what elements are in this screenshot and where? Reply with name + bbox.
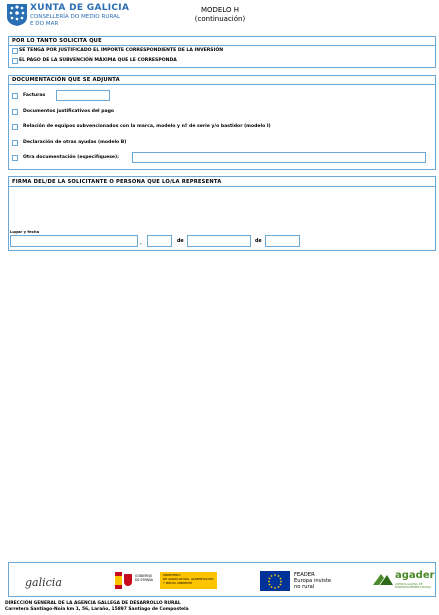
department-line-2: E DO MAR: [30, 21, 59, 27]
checkbox-facturas[interactable]: [12, 93, 18, 99]
ministerio-line-1: MINISTERIO: [163, 573, 181, 577]
de-label-2: de: [255, 239, 262, 244]
firma-title: FIRMA DEL/DE LA SOLICITANTE O PERSONA QUE LO/LA REPRESENTA: [12, 179, 222, 185]
otra-documentacion-field[interactable]: [132, 152, 426, 163]
documentos-pago-label: Documentos justificativos del pago: [23, 109, 115, 114]
agader-logo: [372, 568, 436, 595]
documentacion-divider: [9, 84, 435, 85]
solicita-title: POR LO TANTO SOLICITA QUE: [12, 38, 102, 44]
gobierno-line-2: DE ESPAÑA: [135, 578, 153, 582]
org-name: XUNTA DE GALICIA: [30, 3, 130, 13]
day-field[interactable]: [147, 235, 172, 247]
solicita-divider: [9, 45, 435, 46]
agader-mark-icon: [372, 571, 394, 587]
place-field[interactable]: [10, 235, 138, 247]
place-date-label: Lugar y fecha: [10, 229, 40, 234]
feader-logo: [260, 571, 350, 591]
agader-name: agader: [395, 570, 435, 581]
footer-line-2: Carretera Santiago-Noia km 1, 56, Laraño, 15897 Santiago de Compostela: [5, 607, 189, 612]
galicia-logo: [25, 571, 62, 590]
footer-line-1: DIRECCIÓN GENERAL DE LA AGENCIA GALLEGA DE DESARROLLO RURAL: [5, 601, 181, 606]
gobierno-espana-logo: [115, 572, 215, 589]
option-justificado-label: SE TENGA POR JUSTIFICADO EL IMPORTE CORRESPONDIENTE DE LA INVERSIÓN: [19, 48, 224, 53]
ministerio-line-3: Y MEDIO AMBIENTE: [163, 580, 193, 585]
feader-line-1: FEADER: [294, 572, 315, 578]
facturas-label: Facturas: [23, 93, 46, 98]
relacion-equipos-label: Relación de equipos subvencionados con la marca, modelo y nº de serie y/o bastidor (modelo I): [23, 124, 271, 129]
de-label-1: de: [177, 239, 184, 244]
agader-subtitle: [395, 583, 431, 589]
logos-strip: [8, 562, 436, 597]
form-title: MODELO H: [200, 6, 239, 14]
department-line-1: CONSELLERÍA DO MEDIO RURAL: [30, 14, 121, 20]
spain-flag-icon: [115, 572, 122, 589]
year-field[interactable]: [265, 235, 300, 247]
month-field[interactable]: [187, 235, 251, 247]
form-subtitle: (continuación): [194, 15, 246, 23]
comma-separator: ,: [140, 239, 142, 246]
checkbox-pago-subvencion[interactable]: [12, 58, 18, 64]
checkbox-otras-ayudas[interactable]: [12, 140, 18, 146]
solicita-section: [8, 36, 436, 68]
feader-text: [294, 572, 331, 590]
eu-flag-icon: [260, 571, 290, 591]
feader-line-2: Europa inviste: [294, 578, 332, 584]
otras-ayudas-label: Declaración de otras ayudas (modelo B): [23, 140, 127, 145]
otra-documentacion-label: Otra documentación (especifíquese):: [23, 155, 119, 160]
ministerio-line-2: DE AGRICULTURA, ALIMENTACIÓN: [163, 576, 214, 581]
firma-section: [8, 176, 436, 251]
gobierno-line-1: GOBIERNO: [135, 574, 153, 578]
checkbox-justificado[interactable]: [12, 48, 18, 54]
documentacion-section: [8, 75, 436, 170]
xunta-emblem-icon: [6, 3, 28, 27]
xunta-logo: [6, 3, 28, 27]
option-pago-label: EL PAGO DE LA SUBVENCIÓN MÁXIMA QUE LE CORRESPONDA: [19, 58, 177, 63]
galicia-logo-text: galicia: [25, 576, 62, 589]
gobierno-label: [135, 574, 153, 582]
agader-sub-2: DESENVOLVEMENTO RURAL: [395, 586, 432, 590]
checkbox-documentos-pago[interactable]: [12, 109, 18, 115]
firma-divider: [9, 186, 435, 187]
checkbox-relacion-equipos[interactable]: [12, 124, 18, 130]
facturas-field[interactable]: [56, 90, 110, 101]
documentacion-title: DOCUMENTACIÓN QUE SE ADJUNTA: [12, 77, 120, 83]
ministerio-box: [160, 572, 217, 589]
spain-shield-icon: [124, 574, 132, 586]
feader-line-3: no rural: [294, 584, 315, 590]
checkbox-otra-documentacion[interactable]: [12, 155, 18, 161]
agader-sub-1: AXENCIA GALEGA DE: [395, 583, 423, 586]
